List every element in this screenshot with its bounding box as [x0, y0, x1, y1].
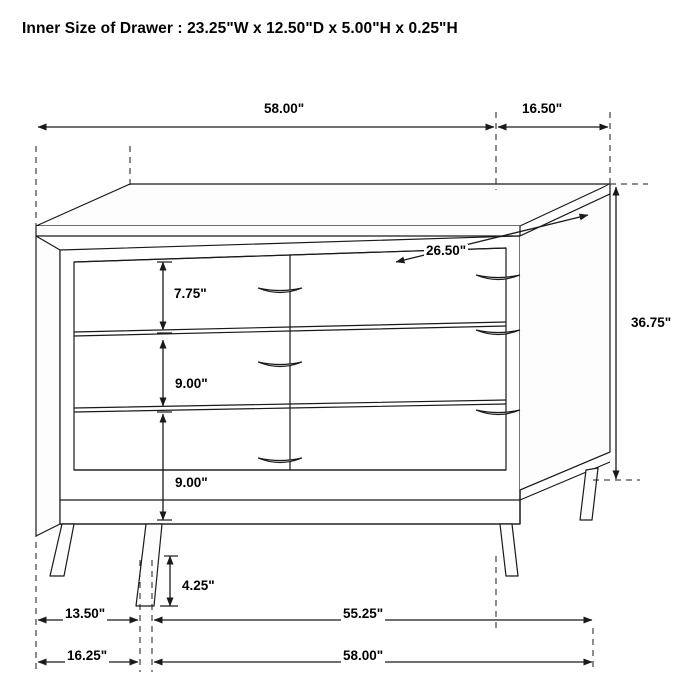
- dimension-top-width: 58.00": [264, 101, 305, 116]
- dimension-bottom-width: 58.00": [343, 648, 384, 663]
- dimension-drawer-height-bottom: 9.00": [175, 475, 208, 490]
- dimension-base-front: 55.25": [343, 606, 384, 621]
- page-title: Inner Size of Drawer : 23.25"W x 12.50"D x 5.00"H x 0.25"H: [22, 20, 458, 37]
- dimension-drawer-width: 26.50": [426, 243, 467, 258]
- dimension-drawer-height-middle: 9.00": [175, 376, 208, 391]
- dresser-body: [36, 184, 610, 606]
- dimension-drawer-height-top: 7.75": [174, 286, 207, 301]
- dimension-top-depth: 16.50": [522, 101, 563, 116]
- dimension-overall-height: 36.75": [631, 315, 672, 330]
- dimension-leg-height: 4.25": [182, 578, 215, 593]
- dimension-base-side: 13.50": [65, 606, 106, 621]
- dimension-bottom-side: 16.25": [67, 648, 108, 663]
